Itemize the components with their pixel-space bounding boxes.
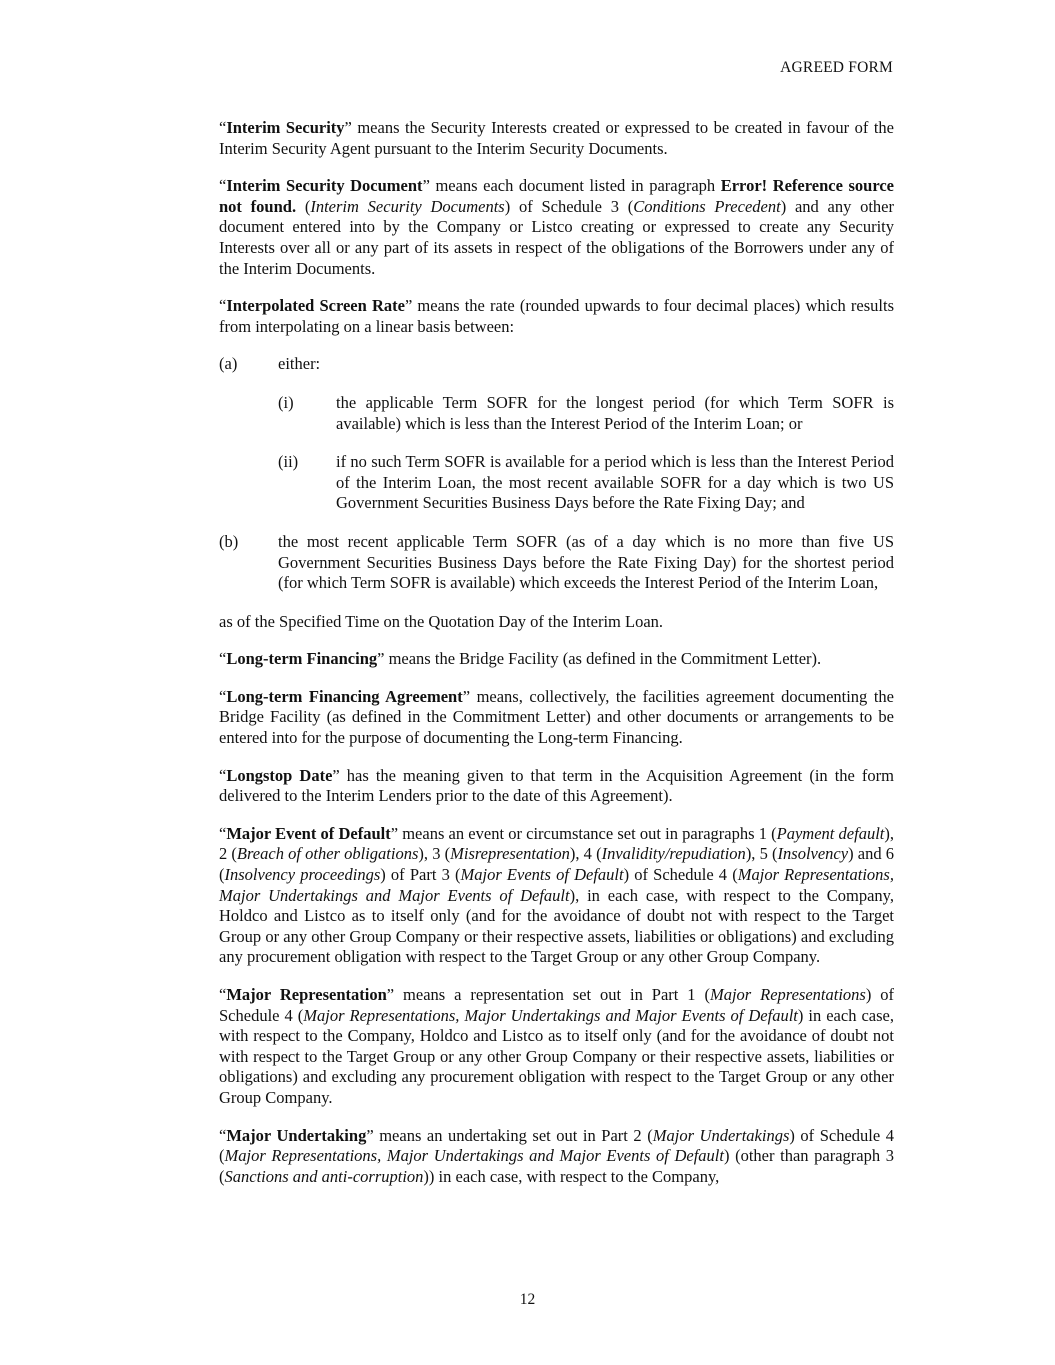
definition-text: ) and any other document entered into by the Company or Listco creating or expressed to create any Security Interests over all or any part of its assets in respect of the obligations of the Borrowers under any of the Interim Documents. [219, 196, 895, 278]
definition-longstop-date: “Longstop Date” has the meaning given to that term in the Acquisition Agreement (in the form delivered to the Interim Lenders prior to the date of this Agreement). [219, 765, 895, 806]
list-item-ii [278, 452, 894, 514]
list-label: (i) [278, 392, 294, 412]
definition-major-event-of-default: “Major Event of Default” means an event or circumstance set out in paragraphs 1 (Payment default), 2 (Breach of other obligations), 3 (Misrepresentation), 4 (Invalidity/repudiation), 5 (Insolvency) and 6 (Insolvency proceedings) of Part 3 (Major Events of Default) of Schedule 4 (Major Representations, Major Undertakings and Major Events of Default), in each case, with respect to the Company, Holdco and Listco as to itself only (and for the avoidance of doubt not with respect to the Target Group or any other Group Company or their respective assets, liabilities or obligations) and excluding any procurement obligation with respect to the Target Group or any other Group Company. [219, 823, 894, 967]
definition-long-term-financing: “Long-term Financing” means the Bridge Facility (as defined in the Commitment Letter). [219, 649, 822, 669]
cross-reference: Interim Security Documents [310, 196, 505, 216]
list-text: if no such Term SOFR is available for a period which is less than the Interest Period of the Interim Loan, the most recent available SOFR for a day which is two US Government Securities Business Days before the Rate Fixing Day; and [336, 452, 894, 513]
defined-term: Interpolated Screen Rate [226, 296, 405, 316]
definition-text: ), 2 ( [219, 823, 894, 864]
definition-text: ) (other than paragraph 3 ( [219, 1146, 894, 1186]
defined-term: Interim Security [226, 118, 345, 137]
cross-reference: Conditions Precedent [633, 196, 781, 216]
error-reference: Error! Reference source not found. [219, 176, 894, 216]
definition-text: ), 5 ( [745, 844, 778, 864]
definition-text: ) of Part 3 ( [380, 865, 461, 885]
definition-text: )) in each case, with respect to the Company, [423, 1166, 720, 1186]
cross-reference: Payment default [776, 823, 885, 843]
definition-text: ) and 6 ( [219, 844, 894, 885]
definition-interim-security-document: “Interim Security Document” means each document listed in paragraph Error! Reference source not found. (Interim Security Documents) of Schedule 3 (Conditions Precedent) and any other document entered into by the Company or Listco creating or expressed to create any Security Interests over all or any part of its assets in respect of the obligations of the Borrowers under any of the Interim Documents. [219, 176, 895, 278]
cross-reference: Insolvency [777, 844, 849, 864]
list-item-a [219, 354, 894, 375]
cross-reference: Invalidity/repudiation [601, 844, 746, 864]
defined-term: Major Representation [226, 985, 387, 1004]
list-label: (b) [219, 531, 239, 551]
cross-reference: Insolvency proceedings [224, 865, 381, 885]
definition-interim-security: “Interim Security” means the Security Interests created or expressed to be created in favour of the Interim Security Agent pursuant to the Interim Security Documents. [219, 118, 894, 158]
cross-reference: Major Representations, Major Undertakings and Major Events of Default [303, 1005, 798, 1025]
definition-text: means the rate (rounded upwards to four decimal places) which results from interpolating on a linear basis between: [219, 296, 894, 336]
cross-reference: Breach of other obligations [236, 844, 419, 864]
cross-reference: Major Representations, Major Undertakings and Major Events of Default [224, 1146, 724, 1166]
document-body [219, 118, 894, 1204]
page-number: 12 [519, 1291, 536, 1308]
cross-reference: Misrepresentation [450, 844, 570, 864]
definition-interpolated-screen-rate: “Interpolated Screen Rate” means the rate (rounded upwards to four decimal places) which results from interpolating on a linear basis between: [219, 296, 894, 336]
definition-text: ) of Schedule 3 ( [504, 196, 634, 216]
definition-text: ), 4 ( [569, 844, 602, 864]
definition-text: means a representation set out in Part 1 ( [394, 985, 710, 1004]
list-text: the applicable Term SOFR for the longest period (for which Term SOFR is available) which is less than the Interest Period of the Interim Loan; or [336, 392, 894, 433]
defined-term: Long-term Financing Agreement [226, 686, 463, 706]
definition-text: has the meaning given to that term in the Acquisition Agreement (in the form delivered to the Interim Lenders prior to the date of this Agreement). [219, 765, 895, 806]
definition-text: ) of Schedule 4 ( [219, 1125, 894, 1166]
definition-long-term-financing-agreement: “Long-term Financing Agreement” means, collectively, the facilities agreement documenting the Bridge Facility (as defined in the Commitment Letter) and other documents or arrangements to be entered into for the purpose of documenting the Long-term Financing. [219, 686, 894, 748]
definition-text: ), 3 ( [418, 844, 451, 864]
cross-reference: Major Events of Default [460, 865, 624, 885]
list-text: the most recent applicable Term SOFR (as of a day which is no more than five US Government Securities Business Days before the Rate Fixing Day) for the shortest period (for which Term SOFR is available) which exceeds the Interest Period of the Interim Loan, [278, 531, 894, 593]
list-item-i [278, 393, 894, 434]
definition-text: ) of Schedule 4 ( [219, 985, 895, 1025]
cross-reference: Sanctions and anti-corruption [224, 1166, 424, 1186]
cross-reference: Major Undertakings [652, 1125, 790, 1145]
cross-reference: Major Representations [709, 985, 866, 1004]
defined-term: Major Undertaking [226, 1125, 367, 1145]
definition-text: ) in each case, with respect to the Company, Holdco and Listco as to itself only (and for the avoidance of doubt not with respect to the Target Group or any other Group Company or their respective assets, liabilities or obligations) and excluding any procurement obligation with respect to the Target Group or any other Group Company. [219, 1005, 894, 1107]
definition-text: means the Security Interests created or expressed to be created in favour of the Interim Security Agent pursuant to the Interim Security Documents. [219, 118, 894, 158]
definition-text: means the Bridge Facility (as defined in the Commitment Letter). [384, 649, 822, 669]
defined-term: Long-term Financing [226, 649, 378, 669]
list-item-b [219, 532, 894, 594]
document-header: AGREED FORM [780, 59, 893, 76]
definition-text: ) of Schedule 4 ( [623, 865, 738, 885]
defined-term: Interim Security Document [226, 176, 423, 196]
list-text: either: [278, 354, 321, 374]
definition-text: means an event or circumstance set out in paragraphs 1 ( [398, 823, 777, 843]
cross-reference: Major Representations, Major Undertakings and Major Events of Default [219, 865, 894, 905]
list-label: (a) [219, 354, 238, 374]
defined-term: Major Event of Default [226, 823, 391, 843]
definition-major-representation: “Major Representation” means a representation set out in Part 1 (Major Representations) of Schedule 4 (Major Representations, Major Undertakings and Major Events of Default) in each case, with respect to the Company, Holdco and Listco as to itself only (and for the avoidance of doubt not with respect to the Target Group or any other Group Company or their respective assets, liabilities or obligations) and excluding any procurement obligation with respect to the Target Group or any other Group Company. [219, 985, 895, 1107]
definition-text: ( [296, 196, 311, 216]
definition-major-undertaking: “Major Undertaking” means an undertaking set out in Part 2 (Major Undertakings) of Schedule 4 (Major Representations, Major Undertakings and Major Events of Default) (other than paragraph 3 (Sanctions and anti-corruption)) in each case, with respect to the Company, [219, 1125, 894, 1186]
definition-text: means each document listed in paragraph [429, 176, 721, 196]
definition-text: ), in each case, with respect to the Company, Holdco and Listco as to itself only (and for the avoidance of doubt not with respect to the Target Group or any other Group Company or their respective assets, liabilities or obligations) and excluding any procurement obligation with respect to the Target Group or any other Group Company. [219, 885, 894, 967]
definition-text: means an undertaking set out in Part 2 ( [373, 1125, 653, 1145]
definition-tail: as of the Specified Time on the Quotation Day of the Interim Loan. [219, 611, 664, 631]
list-label: (ii) [278, 452, 299, 472]
definition-text: means, collectively, the facilities agreement documenting the Bridge Facility (as defined in the Commitment Letter) and other documents or arrangements to be entered into for the purpose of documenting the Long-term Financing. [219, 686, 894, 748]
defined-term: Longstop Date [226, 765, 333, 785]
